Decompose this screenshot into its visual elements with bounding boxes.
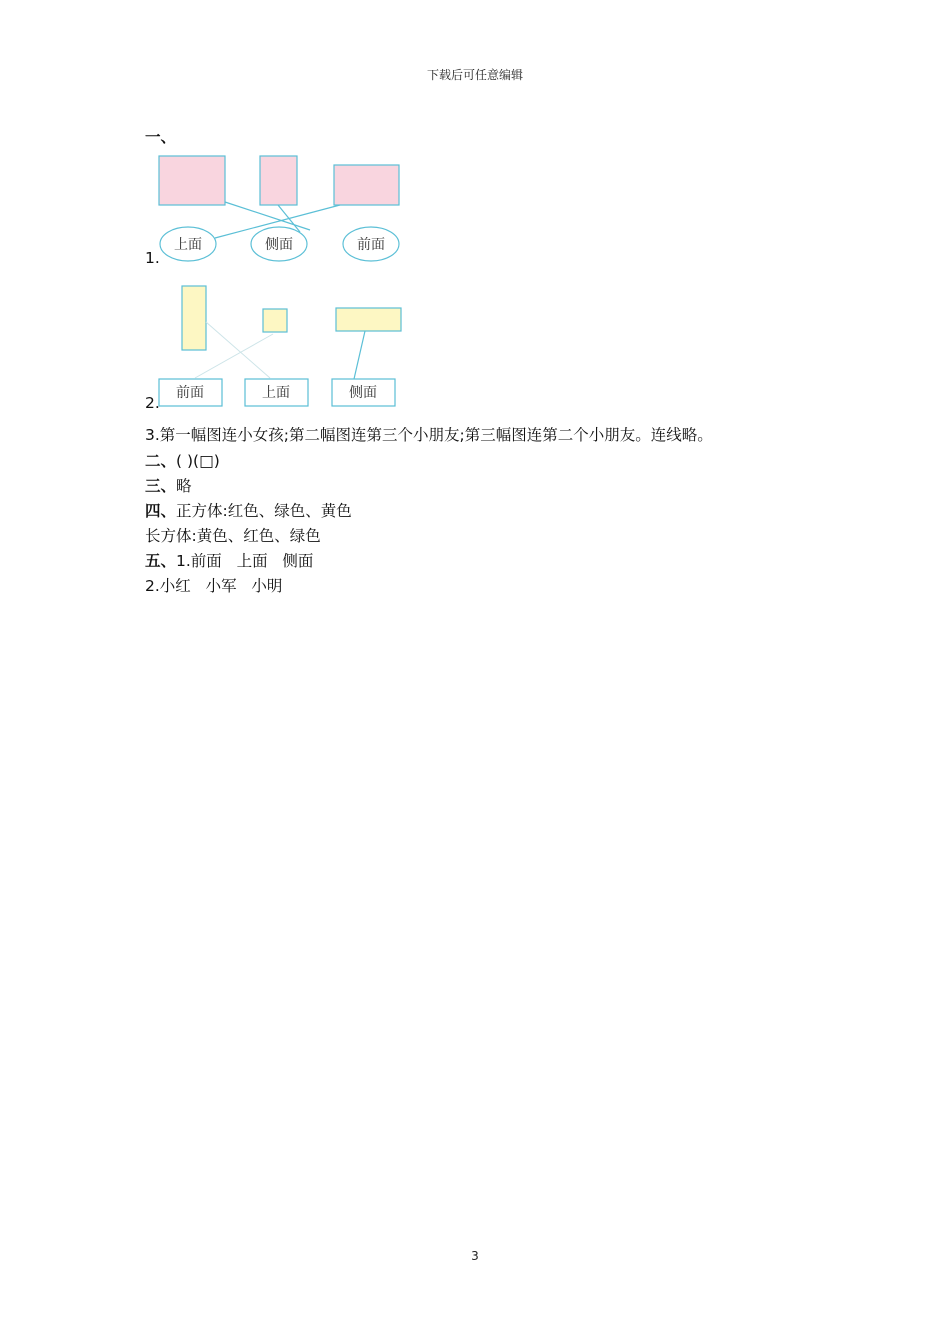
q2-figure xyxy=(155,282,407,412)
section-4-line-1: 正方体:红色、绿色、黄色 xyxy=(176,502,352,520)
section-2-text: ( )( xyxy=(176,452,200,470)
q1-oval-label-3: 前面 xyxy=(357,237,385,253)
section-5-line-2: 2.小红 小军 小明 xyxy=(145,577,283,595)
q2-box-label-3: 侧面 xyxy=(349,385,377,401)
q1-figure xyxy=(155,152,405,267)
section-4-line-2: 长方体:黄色、红色、绿色 xyxy=(145,527,321,545)
q1-oval-label-1: 上面 xyxy=(174,237,202,253)
section-5-heading: 五、 xyxy=(145,552,177,570)
q2-shape-3 xyxy=(336,308,401,331)
section-2-heading: 二、 xyxy=(145,452,177,470)
q1-oval-label-2: 侧面 xyxy=(265,237,293,253)
q1-shape-3 xyxy=(334,165,399,205)
section-2-close: ) xyxy=(213,452,220,470)
section-3-text: 略 xyxy=(176,477,192,495)
section-1-heading: 一、 xyxy=(145,128,177,146)
section-5-line-1: 1.前面 上面 侧面 xyxy=(176,552,314,570)
q1-label: 1. xyxy=(145,249,160,267)
section-3-answer xyxy=(145,476,192,496)
page-number: 3 xyxy=(471,1249,479,1263)
missing-glyph-box: □ xyxy=(199,452,214,470)
q2-label: 2. xyxy=(145,394,160,412)
q1-shape-1 xyxy=(159,156,225,205)
q3-answer xyxy=(145,425,713,445)
q2-connector-1 xyxy=(206,322,270,378)
q2-connector-3 xyxy=(354,331,365,379)
section-4-heading: 四、 xyxy=(145,502,177,520)
q2-box-label-1: 前面 xyxy=(176,385,204,401)
section-4-answer xyxy=(145,501,352,521)
q3-text: 第一幅图连小女孩;第二幅图连第三个小朋友;第三幅图连第二个小朋友。连线略。 xyxy=(159,426,713,444)
section-3-heading: 三、 xyxy=(145,477,177,495)
page-header: 下载后可任意编辑 xyxy=(426,68,523,82)
q1-shape-2 xyxy=(260,156,297,205)
section-5-answer xyxy=(145,551,313,571)
section-2-answer xyxy=(145,451,220,471)
q2-shape-2 xyxy=(263,309,287,332)
q3-label: 3. xyxy=(145,426,160,444)
q2-connector-2 xyxy=(195,334,273,378)
q2-shape-1 xyxy=(182,286,206,350)
q2-box-label-2: 上面 xyxy=(262,385,290,401)
